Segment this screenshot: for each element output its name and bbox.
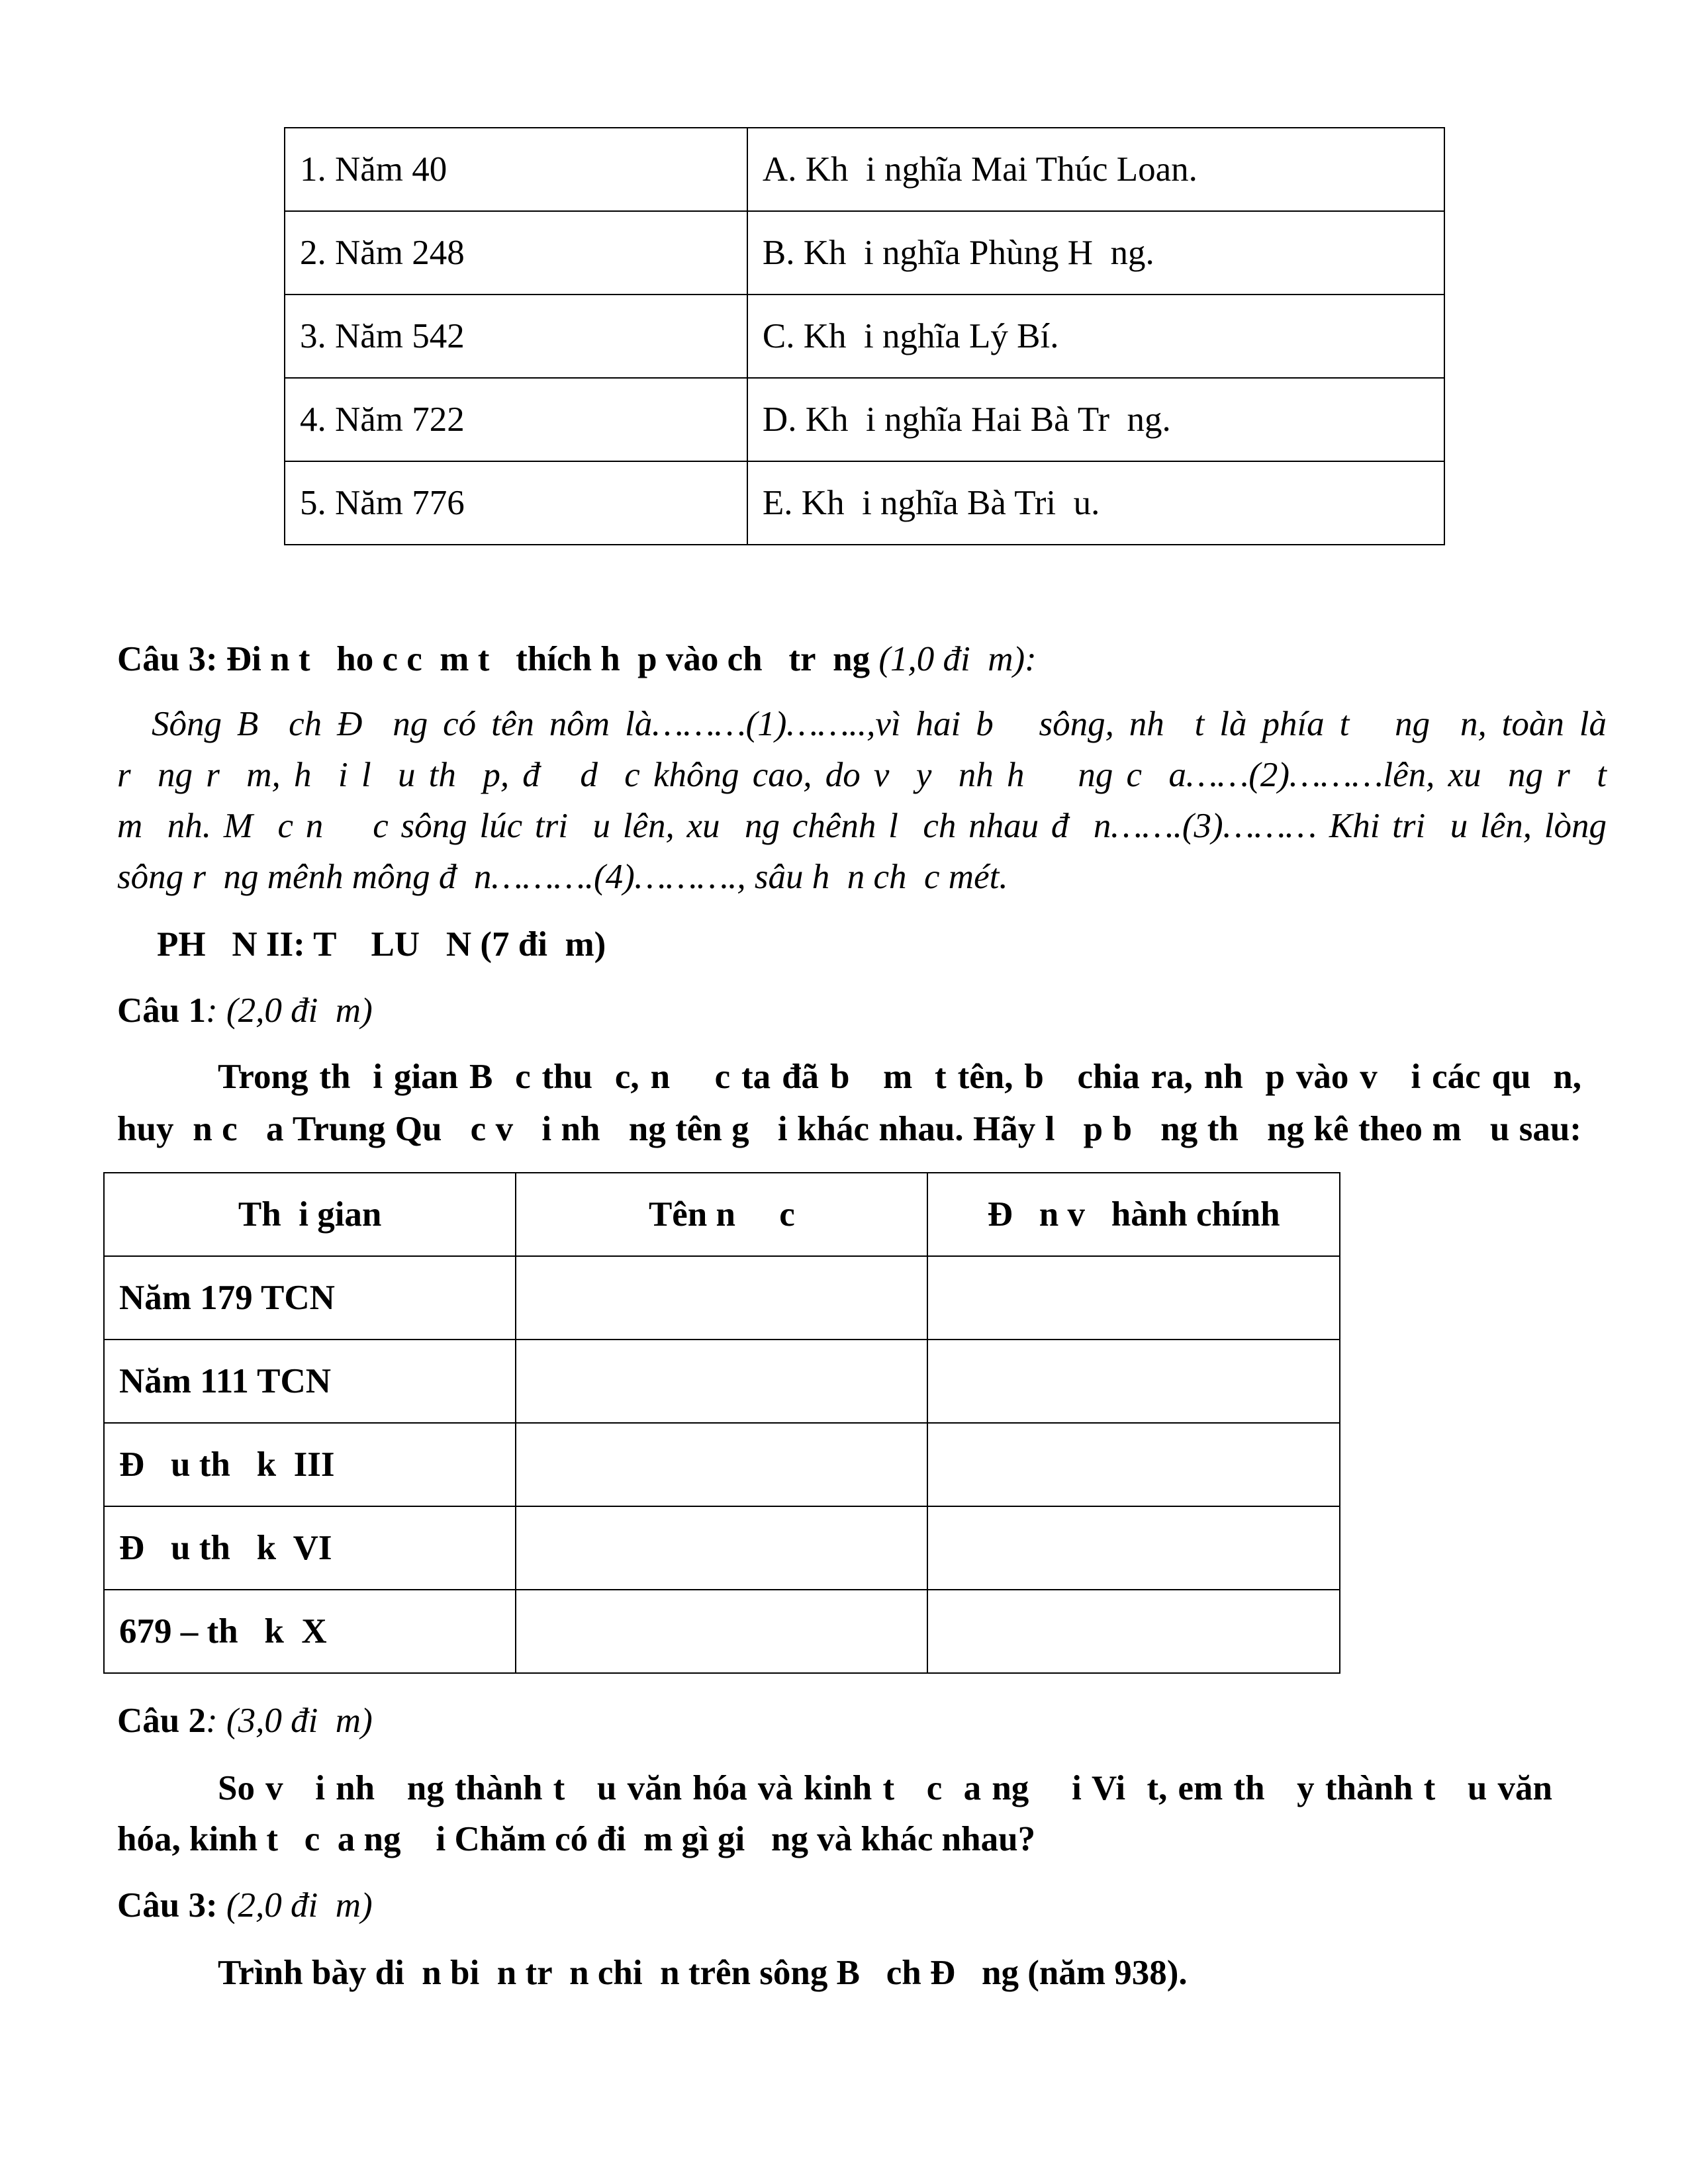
question-label: Câu 3:	[117, 1886, 218, 1925]
event-cell: C. Kh i nghĩa Lý Bí.	[747, 295, 1444, 378]
paragraph-line: m nh. M c n c sông lúc tri u lên, xu ng chênh l ch nhau đ n…….(3)……… Khi tri u lên, lòng	[117, 807, 1607, 845]
table-header-row	[104, 1173, 1340, 1256]
question-label: Câu 3: Đi n t ho c c m t thích h p vào ch tr ng	[117, 640, 870, 678]
year-cell: 3. Năm 542	[285, 295, 747, 378]
header-cell: Tên n c	[516, 1173, 927, 1256]
table-row	[285, 461, 1444, 545]
event-cell: A. Kh i nghĩa Mai Thúc Loan.	[747, 128, 1444, 211]
points: (2,0 đi m)	[217, 1886, 373, 1925]
table-row	[285, 295, 1444, 378]
period-cell: 679 – th k X	[104, 1590, 516, 1673]
table-row	[285, 211, 1444, 295]
table-row	[104, 1340, 1340, 1423]
period-cell: Năm 111 TCN	[104, 1340, 516, 1423]
header-cell: Đ n v hành chính	[927, 1173, 1340, 1256]
question-label: Câu 1	[117, 991, 207, 1030]
paragraph-line: Sông B ch Đ ng có tên nôm là………(1)……..,vì hai b sông, nh t là phía t ng n, toàn là	[152, 705, 1607, 743]
statistics-table	[103, 1172, 1340, 1674]
empty-cell	[516, 1506, 927, 1590]
empty-cell	[927, 1256, 1340, 1340]
points: (1,0 đi m):	[870, 640, 1037, 678]
empty-cell	[927, 1340, 1340, 1423]
year-cell: 5. Năm 776	[285, 461, 747, 545]
event-cell: B. Kh i nghĩa Phùng H ng.	[747, 211, 1444, 295]
paragraph-line: So v i nh ng thành t u văn hóa và kinh t c a ng i Vi t, em th y thành t u văn	[218, 1769, 1552, 1807]
empty-cell	[516, 1590, 927, 1673]
table-row	[104, 1256, 1340, 1340]
question-3-heading	[117, 1880, 373, 1931]
table-row	[285, 378, 1444, 461]
empty-cell	[516, 1256, 927, 1340]
paragraph-line: hóa, kinh t c a ng i Chăm có đi m gì gi ng và khác nhau?	[117, 1820, 1036, 1858]
paragraph-line: r ng r m, h i l u th p, đ d c không cao, do v y nh h ng c a……(2)………lên, xu ng r t	[117, 756, 1607, 794]
section-title: PH N II: T LU N (7 đi m)	[157, 925, 606, 964]
period-cell: Năm 179 TCN	[104, 1256, 516, 1340]
period-cell: Đ u th k VI	[104, 1506, 516, 1590]
year-cell: 2. Năm 248	[285, 211, 747, 295]
question-2-heading	[117, 1695, 373, 1747]
empty-cell	[516, 1423, 927, 1506]
paragraph-line: Trình bày di n bi n tr n chi n trên sông B ch Đ ng (năm 938).	[218, 1954, 1188, 1992]
table-row	[104, 1423, 1340, 1506]
period-cell: Đ u th k III	[104, 1423, 516, 1506]
header-cell: Th i gian	[104, 1173, 516, 1256]
paragraph-line: huy n c a Trung Qu c v i nh ng tên g i khác nhau. Hãy l p b ng th ng kê theo m u sau:	[117, 1110, 1581, 1148]
paragraph-line: sông r ng mênh mông đ n……….(4)………., sâu h n ch c mét.	[117, 858, 1008, 896]
table-row	[285, 128, 1444, 211]
event-cell: E. Kh i nghĩa Bà Tri u.	[747, 461, 1444, 545]
points: : (3,0 đi m)	[206, 1702, 373, 1740]
empty-cell	[516, 1340, 927, 1423]
question-1-heading	[117, 985, 373, 1036]
event-cell: D. Kh i nghĩa Hai Bà Tr ng.	[747, 378, 1444, 461]
empty-cell	[927, 1506, 1340, 1590]
question-label: Câu 2	[117, 1702, 207, 1740]
question-3-heading	[117, 633, 1037, 685]
empty-cell	[927, 1590, 1340, 1673]
year-cell: 1. Năm 40	[285, 128, 747, 211]
paragraph-line: Trong th i gian B c thu c, n c ta đã b m t tên, b chia ra, nh p vào v i các qu n,	[218, 1058, 1581, 1096]
empty-cell	[927, 1423, 1340, 1506]
table-row	[104, 1506, 1340, 1590]
points: : (2,0 đi m)	[206, 991, 373, 1030]
matching-table	[284, 127, 1445, 545]
year-cell: 4. Năm 722	[285, 378, 747, 461]
table-row	[104, 1590, 1340, 1673]
